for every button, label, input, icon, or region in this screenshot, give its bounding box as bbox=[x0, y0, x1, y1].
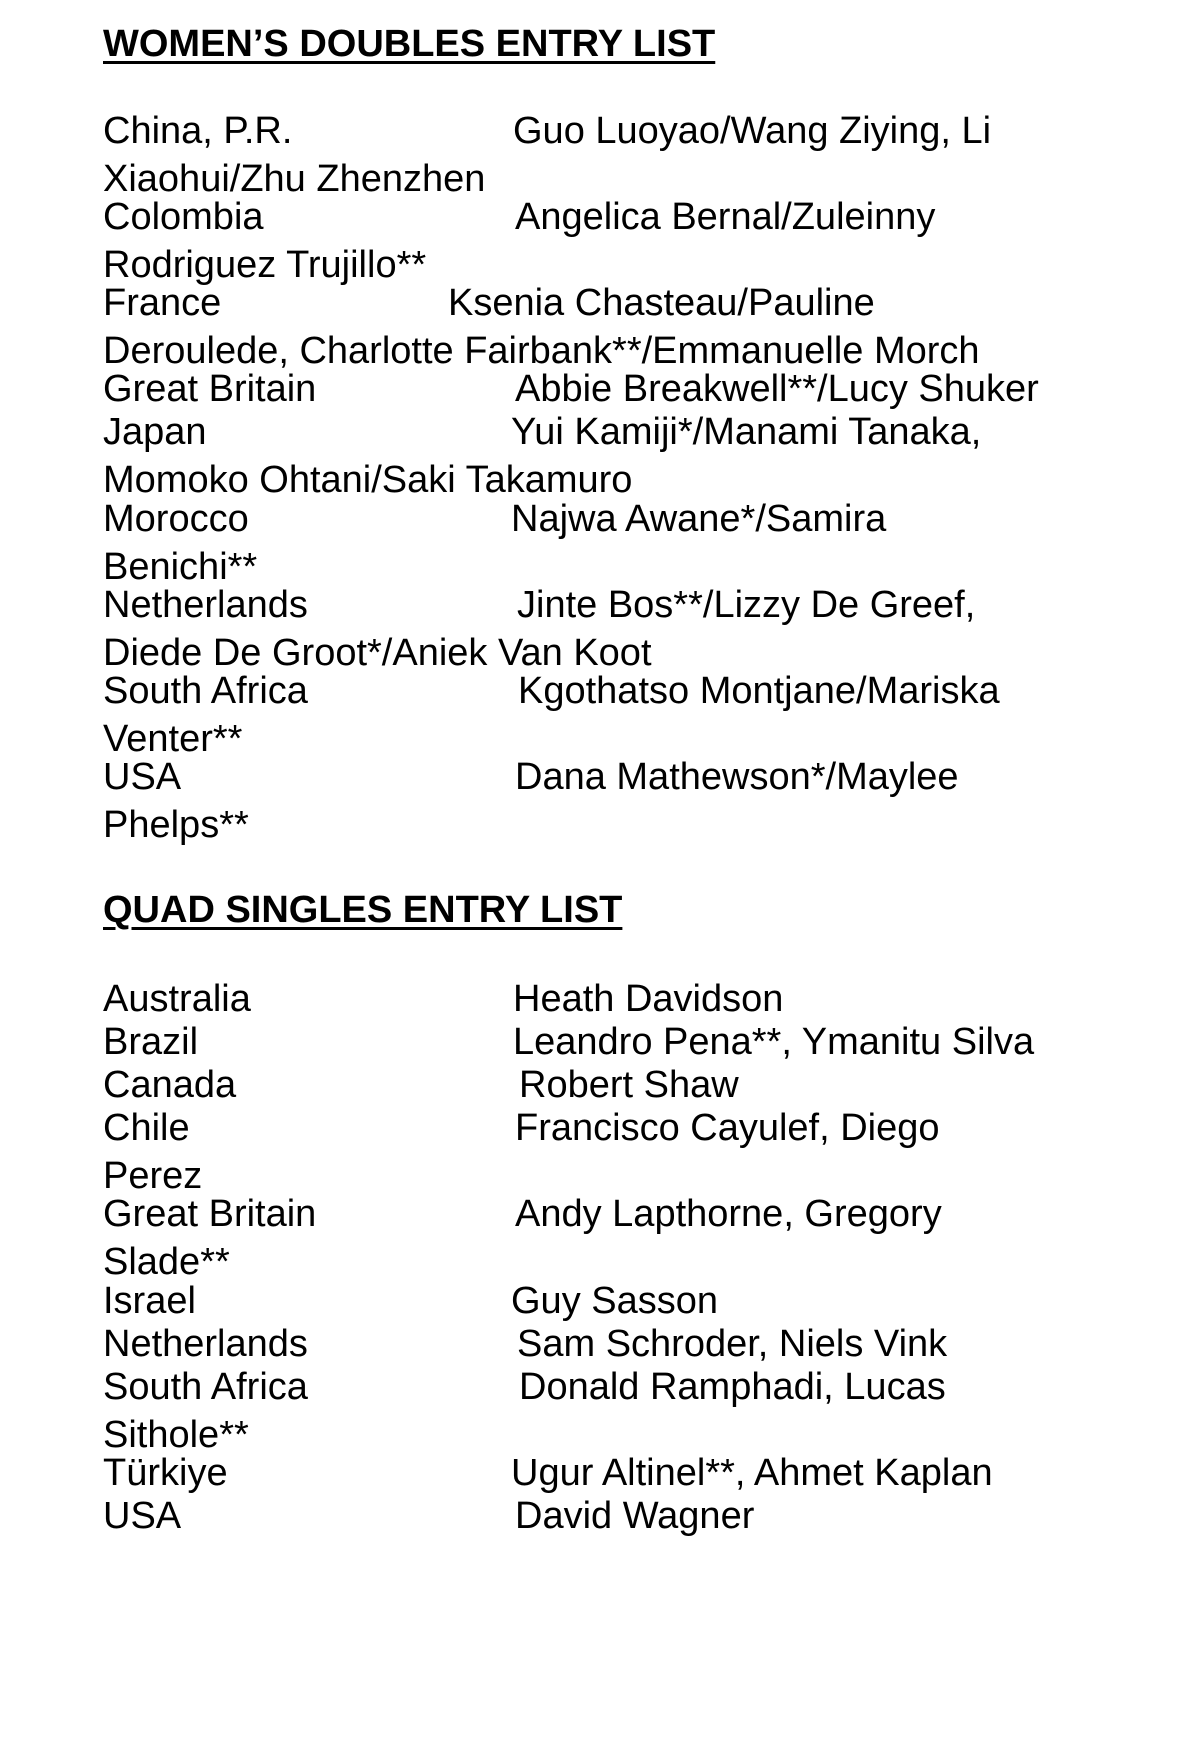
player-names-continued: Sithole** bbox=[103, 1414, 249, 1456]
section-heading-womens-doubles: WOMEN’S DOUBLES ENTRY LIST bbox=[103, 23, 716, 65]
entry-great-britain bbox=[103, 365, 1083, 413]
player-names: Leandro Pena**, Ymanitu Silva bbox=[513, 1021, 1035, 1063]
player-names: David Wagner bbox=[515, 1495, 755, 1537]
entry-south-africa bbox=[103, 667, 1083, 763]
player-names: Najwa Awane*/Samira bbox=[511, 498, 887, 540]
player-names-continued: Benichi** bbox=[103, 546, 258, 588]
entry-south-africa-quad bbox=[103, 1363, 1083, 1459]
player-names: Guo Luoyao/Wang Ziying, Li bbox=[513, 110, 992, 152]
player-names-continued: Rodriguez Trujillo** bbox=[103, 244, 427, 286]
player-names-continued: Diede De Groot*/Aniek Van Koot bbox=[103, 632, 652, 674]
entry-canada bbox=[103, 1061, 1083, 1109]
player-names: Abbie Breakwell**/Lucy Shuker bbox=[515, 368, 1039, 410]
country-name: Australia bbox=[103, 978, 251, 1020]
entry-china bbox=[103, 107, 1083, 203]
entry-morocco bbox=[103, 495, 1083, 591]
section-heading-quad-singles: QUAD SINGLES ENTRY LIST bbox=[103, 889, 623, 931]
country-name: China, P.R. bbox=[103, 110, 293, 152]
player-names: Dana Mathewson*/Maylee bbox=[515, 756, 959, 798]
entry-australia bbox=[103, 975, 1083, 1023]
player-names: Robert Shaw bbox=[519, 1064, 739, 1106]
country-name: Great Britain bbox=[103, 368, 317, 410]
entry-france bbox=[103, 279, 1083, 375]
country-name: Israel bbox=[103, 1280, 196, 1322]
entry-turkiye bbox=[103, 1449, 1083, 1497]
country-name: Canada bbox=[103, 1064, 237, 1106]
entry-great-britain-quad bbox=[103, 1190, 1083, 1286]
country-name: USA bbox=[103, 1495, 182, 1537]
country-name: Brazil bbox=[103, 1021, 199, 1063]
player-names: Ugur Altinel**, Ahmet Kaplan bbox=[511, 1452, 993, 1494]
player-names: Sam Schroder, Niels Vink bbox=[517, 1323, 948, 1365]
country-name: South Africa bbox=[103, 670, 308, 712]
player-names: Donald Ramphadi, Lucas bbox=[519, 1366, 946, 1408]
player-names-continued: Phelps** bbox=[103, 804, 249, 846]
player-names: Andy Lapthorne, Gregory bbox=[515, 1193, 942, 1235]
entry-usa bbox=[103, 753, 1083, 849]
country-name: USA bbox=[103, 756, 182, 798]
player-names: Heath Davidson bbox=[513, 978, 784, 1020]
country-name: Morocco bbox=[103, 498, 249, 540]
country-name: Chile bbox=[103, 1107, 190, 1149]
player-names-continued: Venter** bbox=[103, 718, 243, 760]
player-names-continued: Momoko Ohtani/Saki Takamuro bbox=[103, 459, 633, 501]
entry-netherlands bbox=[103, 581, 1083, 677]
entry-netherlands-quad bbox=[103, 1320, 1083, 1368]
player-names: Kgothatso Montjane/Mariska bbox=[518, 670, 1000, 712]
country-name: Netherlands bbox=[103, 1323, 308, 1365]
player-names: Yui Kamiji*/Manami Tanaka, bbox=[511, 411, 982, 453]
player-names: Ksenia Chasteau/Pauline bbox=[448, 282, 875, 324]
player-names-continued: Xiaohui/Zhu Zhenzhen bbox=[103, 158, 486, 200]
player-names: Jinte Bos**/Lizzy De Greef, bbox=[517, 584, 976, 626]
player-names-continued: Slade** bbox=[103, 1241, 230, 1283]
country-name: Japan bbox=[103, 411, 207, 453]
entry-brazil bbox=[103, 1018, 1083, 1066]
entry-usa-quad bbox=[103, 1492, 1083, 1540]
country-name: Netherlands bbox=[103, 584, 308, 626]
player-names: Francisco Cayulef, Diego bbox=[515, 1107, 940, 1149]
country-name: Türkiye bbox=[103, 1452, 228, 1494]
country-name: Colombia bbox=[103, 196, 264, 238]
country-name: Great Britain bbox=[103, 1193, 317, 1235]
player-names: Guy Sasson bbox=[511, 1280, 718, 1322]
player-names: Angelica Bernal/Zuleinny bbox=[515, 196, 936, 238]
player-names-continued: Perez bbox=[103, 1155, 203, 1197]
player-names-continued: Deroulede, Charlotte Fairbank**/Emmanuelle Morch bbox=[103, 330, 980, 372]
entry-colombia bbox=[103, 193, 1083, 289]
entry-chile bbox=[103, 1104, 1083, 1200]
country-name: South Africa bbox=[103, 1366, 308, 1408]
country-name: France bbox=[103, 282, 222, 324]
entry-israel bbox=[103, 1277, 1083, 1325]
entry-japan bbox=[103, 408, 1083, 504]
